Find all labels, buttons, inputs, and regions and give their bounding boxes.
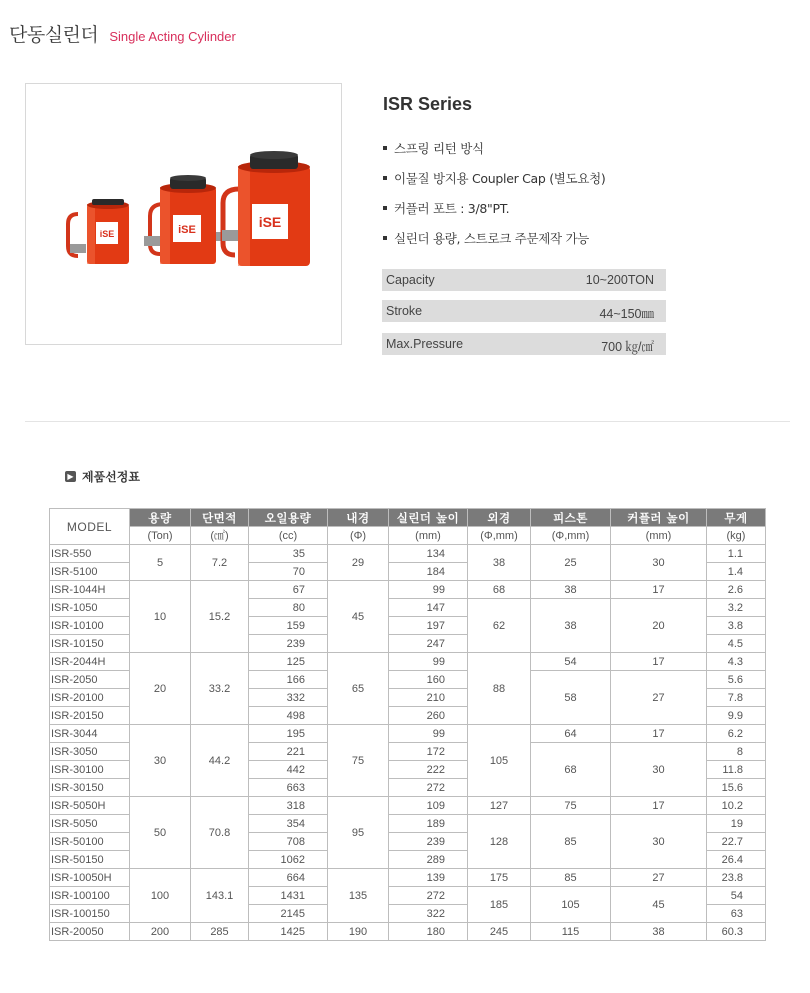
cell-coupler: 30 (611, 743, 707, 797)
cell-outer: 185 (468, 887, 531, 923)
bullet-icon (383, 146, 387, 150)
spec-capacity (382, 269, 666, 291)
cell-oil: 239 (249, 635, 328, 653)
cell-weight: 63 (707, 905, 766, 923)
cell-oil: 221 (249, 743, 328, 761)
unit-capacity: (Ton) (130, 527, 191, 545)
cell-weight: 54 (707, 887, 766, 905)
cell-height: 197 (389, 617, 468, 635)
cell-height: 134 (389, 545, 468, 563)
cell-oil: 354 (249, 815, 328, 833)
table-row (50, 797, 766, 815)
cell-outer: 62 (468, 599, 531, 653)
cell-outer: 88 (468, 653, 531, 725)
header-model: MODEL (50, 509, 130, 545)
cell-model: ISR-20050 (50, 923, 130, 941)
cell-model: ISR-2050 (50, 671, 130, 689)
arrow-right-icon: ▶ (65, 471, 76, 482)
unit-coupler: (mm) (611, 527, 707, 545)
product-image (25, 83, 342, 345)
cell-model: ISR-30100 (50, 761, 130, 779)
cylinder-small (68, 199, 129, 264)
cell-oil: 35 (249, 545, 328, 563)
cell-bore: 29 (328, 545, 389, 581)
cell-model: ISR-3044 (50, 725, 130, 743)
cell-model: ISR-550 (50, 545, 130, 563)
table-row (50, 545, 766, 563)
cell-area: 143.1 (191, 869, 249, 923)
cell-height: 147 (389, 599, 468, 617)
cell-bore: 95 (328, 797, 389, 869)
feature-text: 스프링 리턴 방식 (394, 141, 484, 156)
cell-weight: 60.3 (707, 923, 766, 941)
cell-area: 15.2 (191, 581, 249, 653)
cell-weight: 19 (707, 815, 766, 833)
bullet-icon (383, 236, 387, 240)
cell-area: 7.2 (191, 545, 249, 581)
cell-area: 44.2 (191, 725, 249, 797)
cell-height: 272 (389, 779, 468, 797)
section-divider (25, 421, 790, 422)
cell-model: ISR-100150 (50, 905, 130, 923)
cell-height: 239 (389, 833, 468, 851)
cell-height: 189 (389, 815, 468, 833)
cell-model: ISR-3050 (50, 743, 130, 761)
spec-label: Stroke (386, 304, 423, 318)
table-row (50, 653, 766, 671)
cell-weight: 9.9 (707, 707, 766, 725)
cell-area: 70.8 (191, 797, 249, 869)
cell-height: 172 (389, 743, 468, 761)
cell-model: ISR-5100 (50, 563, 130, 581)
cell-height: 260 (389, 707, 468, 725)
table-header (50, 509, 766, 545)
cylinder-illustration (26, 84, 343, 346)
unit-weight: (kg) (707, 527, 766, 545)
unit-outer: (Φ,mm) (468, 527, 531, 545)
cell-model: ISR-20100 (50, 689, 130, 707)
cell-oil: 318 (249, 797, 328, 815)
svg-text:iSE: iSE (99, 229, 115, 239)
cell-height: 109 (389, 797, 468, 815)
cell-capacity: 20 (130, 653, 191, 725)
unit-height: (mm) (389, 527, 468, 545)
cell-coupler: 20 (611, 599, 707, 653)
svg-text:iSE: iSE (178, 224, 196, 236)
header-piston: 피스톤 (531, 509, 611, 527)
feature-text: 실린더 용량, 스트로크 주문제작 가능 (394, 231, 589, 246)
header-bore: 내경 (328, 509, 389, 527)
svg-text:iSE: iSE (258, 214, 282, 230)
cell-capacity: 30 (130, 725, 191, 797)
table-row (50, 581, 766, 599)
feature-text: 커플러 포트 : 3/8"PT. (394, 201, 510, 216)
unit-piston: (Φ,mm) (531, 527, 611, 545)
cell-coupler: 27 (611, 869, 707, 887)
cell-coupler: 17 (611, 725, 707, 743)
cell-area: 285 (191, 923, 249, 941)
cell-piston: 58 (531, 671, 611, 725)
cell-piston: 85 (531, 869, 611, 887)
header-area: 단면적 (191, 509, 249, 527)
page-title-english: Single Acting Cylinder (109, 29, 236, 44)
cell-capacity: 5 (130, 545, 191, 581)
feature-item (383, 138, 605, 168)
unit-bore: (Φ) (328, 527, 389, 545)
cell-capacity: 200 (130, 923, 191, 941)
cell-weight: 7.8 (707, 689, 766, 707)
cell-piston: 68 (531, 743, 611, 797)
table-row (50, 725, 766, 743)
cell-oil: 332 (249, 689, 328, 707)
spec-stroke (382, 300, 666, 322)
cell-height: 322 (389, 905, 468, 923)
cell-model: ISR-5050 (50, 815, 130, 833)
spec-max-pressure (382, 333, 666, 355)
cell-coupler: 17 (611, 797, 707, 815)
cell-oil: 159 (249, 617, 328, 635)
cell-oil: 70 (249, 563, 328, 581)
spec-value: 10~200TON (585, 273, 654, 287)
cell-height: 184 (389, 563, 468, 581)
cell-height: 289 (389, 851, 468, 869)
cell-height: 222 (389, 761, 468, 779)
table-row (50, 923, 766, 941)
cell-height: 99 (389, 653, 468, 671)
cell-bore: 135 (328, 869, 389, 923)
cell-model: ISR-100100 (50, 887, 130, 905)
header-outer: 외경 (468, 509, 531, 527)
cell-oil: 664 (249, 869, 328, 887)
spec-value: 700 ㎏/㎠ (601, 340, 654, 354)
cell-outer: 175 (468, 869, 531, 887)
cell-model: ISR-50150 (50, 851, 130, 869)
cell-oil: 442 (249, 761, 328, 779)
header-height: 실린더 높이 (389, 509, 468, 527)
cell-model: ISR-30150 (50, 779, 130, 797)
cell-oil: 67 (249, 581, 328, 599)
cell-model: ISR-1044H (50, 581, 130, 599)
cell-weight: 4.3 (707, 653, 766, 671)
cell-outer: 245 (468, 923, 531, 941)
cell-oil: 498 (249, 707, 328, 725)
cell-coupler: 17 (611, 653, 707, 671)
cell-outer: 38 (468, 545, 531, 581)
header-oil: 오일용량 (249, 509, 328, 527)
cell-oil: 80 (249, 599, 328, 617)
bullet-icon (383, 176, 387, 180)
spec-value: 44~150㎜ (599, 307, 654, 321)
cell-oil: 1062 (249, 851, 328, 869)
table-row (50, 869, 766, 887)
cell-bore: 75 (328, 725, 389, 797)
cell-oil: 166 (249, 671, 328, 689)
cell-coupler: 27 (611, 671, 707, 725)
cell-weight: 15.6 (707, 779, 766, 797)
spec-label: Max.Pressure (386, 337, 464, 351)
feature-item (383, 198, 605, 228)
cell-piston: 105 (531, 887, 611, 923)
cell-piston: 85 (531, 815, 611, 869)
cell-coupler: 38 (611, 923, 707, 941)
cell-piston: 54 (531, 653, 611, 671)
cell-model: ISR-50100 (50, 833, 130, 851)
cell-bore: 65 (328, 653, 389, 725)
cylinder-medium (144, 175, 230, 264)
table-body (50, 545, 766, 941)
cell-model: ISR-10150 (50, 635, 130, 653)
page-title-korean: 단동실린더 (9, 24, 99, 46)
cell-weight: 23.8 (707, 869, 766, 887)
cell-weight: 1.1 (707, 545, 766, 563)
cylinder-large (222, 151, 310, 266)
cell-model: ISR-1050 (50, 599, 130, 617)
cell-oil: 1425 (249, 923, 328, 941)
cell-bore: 190 (328, 923, 389, 941)
unit-area: (㎠) (191, 527, 249, 545)
selection-table (49, 508, 766, 941)
cell-model: ISR-5050H (50, 797, 130, 815)
cell-outer: 128 (468, 815, 531, 869)
cell-weight: 6.2 (707, 725, 766, 743)
cell-area: 33.2 (191, 653, 249, 725)
cell-model: ISR-10100 (50, 617, 130, 635)
cell-capacity: 10 (130, 581, 191, 653)
cell-weight: 4.5 (707, 635, 766, 653)
cell-coupler: 30 (611, 815, 707, 869)
selection-heading-text: 제품선정표 (82, 470, 140, 484)
header-coupler: 커플러 높이 (611, 509, 707, 527)
cell-oil: 708 (249, 833, 328, 851)
cell-piston: 115 (531, 923, 611, 941)
cell-outer: 68 (468, 581, 531, 599)
cell-weight: 3.8 (707, 617, 766, 635)
cell-weight: 5.6 (707, 671, 766, 689)
cell-coupler: 17 (611, 581, 707, 599)
cell-coupler: 45 (611, 887, 707, 923)
cell-height: 247 (389, 635, 468, 653)
feature-text: 이물질 방지용 Coupler Cap (별도요청) (394, 171, 606, 186)
cell-weight: 8 (707, 743, 766, 761)
header-capacity: 용량 (130, 509, 191, 527)
cell-model: ISR-10050H (50, 869, 130, 887)
cell-piston: 25 (531, 545, 611, 581)
cell-height: 99 (389, 581, 468, 599)
cell-weight: 1.4 (707, 563, 766, 581)
cell-height: 99 (389, 725, 468, 743)
spec-label: Capacity (386, 273, 435, 287)
feature-item (383, 228, 605, 258)
cell-oil: 1431 (249, 887, 328, 905)
cell-piston: 64 (531, 725, 611, 743)
cell-outer: 127 (468, 797, 531, 815)
cell-capacity: 50 (130, 797, 191, 869)
cell-weight: 11.8 (707, 761, 766, 779)
unit-oil: (cc) (249, 527, 328, 545)
page-title (9, 20, 236, 47)
cell-height: 210 (389, 689, 468, 707)
cell-weight: 3.2 (707, 599, 766, 617)
cell-height: 180 (389, 923, 468, 941)
cell-oil: 195 (249, 725, 328, 743)
cell-weight: 22.7 (707, 833, 766, 851)
cell-weight: 26.4 (707, 851, 766, 869)
cell-height: 139 (389, 869, 468, 887)
cell-piston: 75 (531, 797, 611, 815)
cell-piston: 38 (531, 599, 611, 653)
cell-model: ISR-2044H (50, 653, 130, 671)
cell-oil: 125 (249, 653, 328, 671)
cell-height: 272 (389, 887, 468, 905)
cell-model: ISR-20150 (50, 707, 130, 725)
cell-coupler: 30 (611, 545, 707, 581)
cell-oil: 2145 (249, 905, 328, 923)
cell-height: 160 (389, 671, 468, 689)
cell-oil: 663 (249, 779, 328, 797)
header-weight: 무게 (707, 509, 766, 527)
cell-weight: 10.2 (707, 797, 766, 815)
selection-table-heading (65, 468, 140, 485)
cell-bore: 45 (328, 581, 389, 653)
cell-piston: 38 (531, 581, 611, 599)
cell-capacity: 100 (130, 869, 191, 923)
feature-item (383, 168, 605, 198)
cell-outer: 105 (468, 725, 531, 797)
bullet-icon (383, 206, 387, 210)
cell-weight: 2.6 (707, 581, 766, 599)
feature-list (383, 138, 605, 258)
series-title: ISR Series (383, 94, 473, 114)
